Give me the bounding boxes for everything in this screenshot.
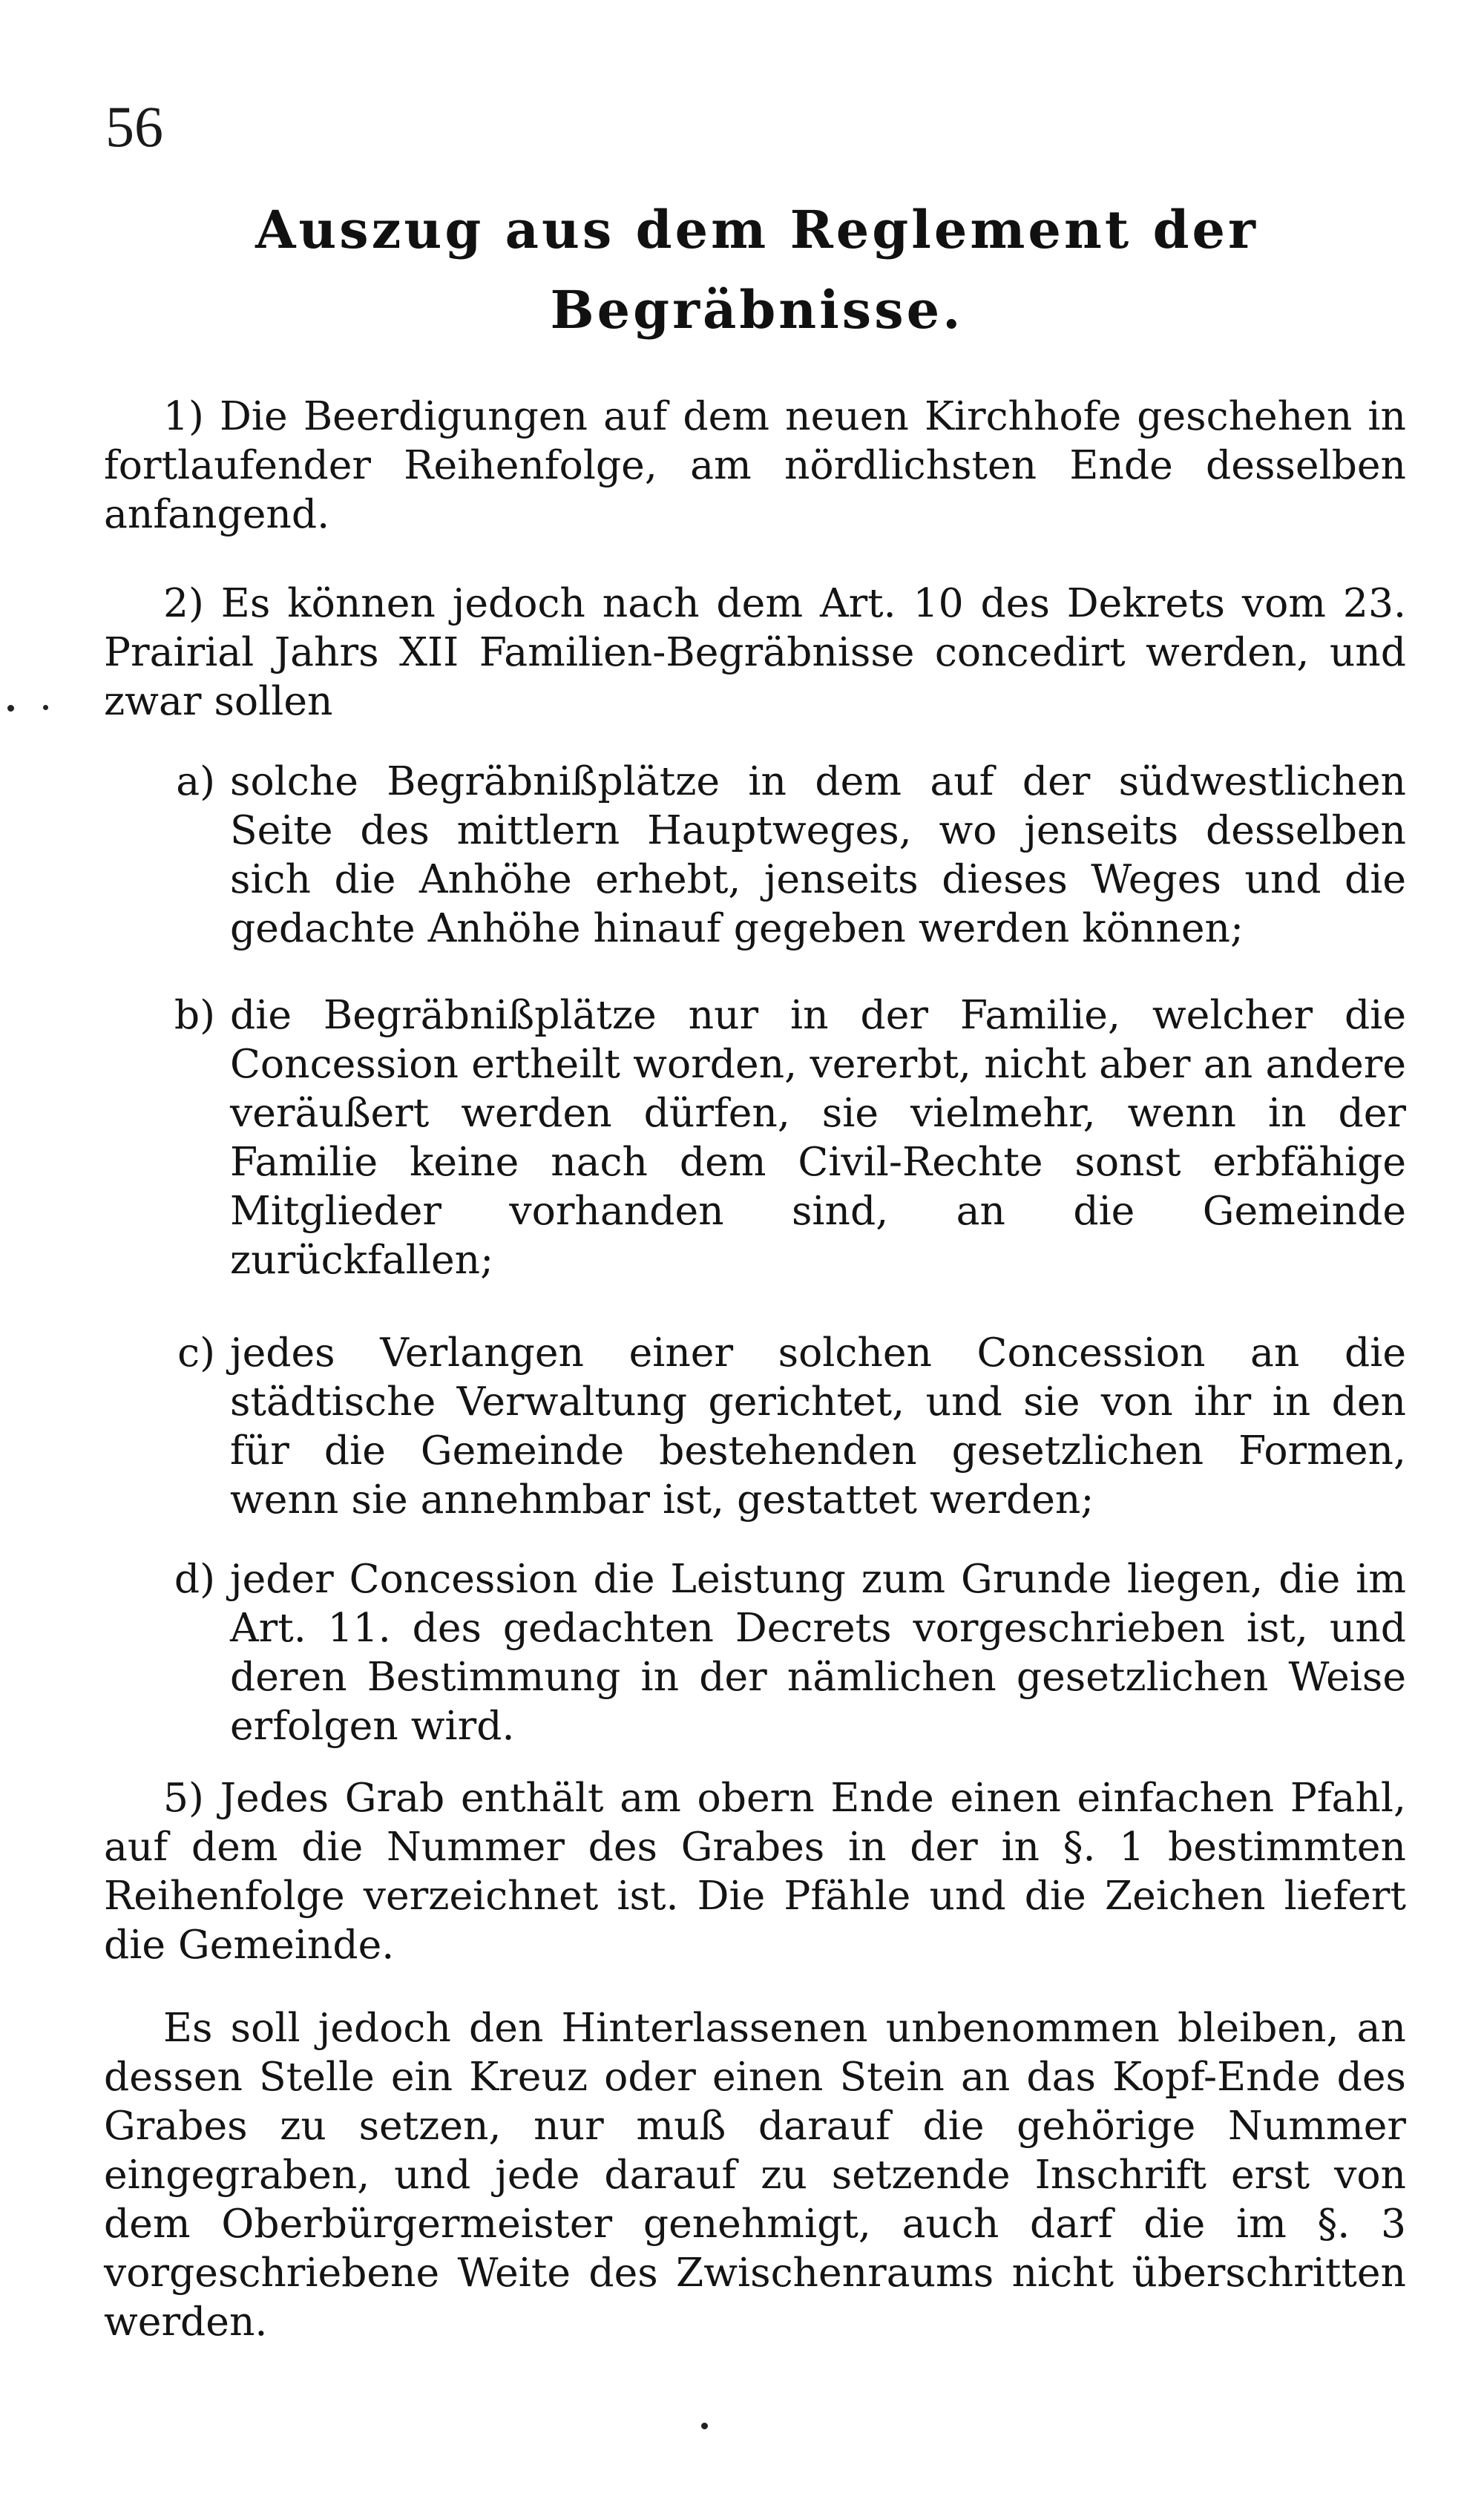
page-number: 56 — [105, 94, 163, 159]
scan-speck — [7, 705, 14, 712]
list-item-text: jeder Concession die Leistung zum Grunde liegen, die im Art. 11. des gedachten Decrets vorgeschrieben ist, und deren Bestimmung in der nämlichen gesetzlichen Weise erfolgen wird. — [230, 1555, 1406, 1749]
scan-speck — [701, 2423, 708, 2429]
paragraph-5 — [104, 1773, 1406, 1969]
list-item-text: solche Begräbnißplätze in dem auf der südwestlichen Seite des mittlern Hauptweges, wo jenseits desselben sich die Anhöhe erhebt, jenseits dieses Weges und die gedachte Anhöhe hinauf gegeben werden können; — [230, 758, 1406, 951]
list-item-letter: d) — [174, 1555, 215, 1602]
paragraph-2-text: 2) Es können jedoch nach dem Art. 10 des Dekrets vom 23. Prairial Jahrs XII Familien-Begräbnisse concedirt werden, und zwar sollen — [104, 580, 1406, 724]
list-item-text: die Begräbnißplätze nur in der Familie, welcher die Concession ertheilt worden, vererbt, nicht aber an andere veräußert werden dürfen, sie vielmehr, wenn in der Familie keine nach dem Civil-Rechte sonst erbfähige Mitglieder vorhanden sind, an die Gemeinde zurückfallen; — [230, 991, 1406, 1283]
paragraph-6-text: Es soll jedoch den Hinterlassenen unbenommen bleiben, an dessen Stelle ein Kreuz oder einen Stein an das Kopf-Ende des Grabes zu setzen, nur muß darauf die gehörige Nummer eingegraben, und jede darauf zu setzende Inschrift erst von dem Oberbürgermeister genehmigt, auch darf die im §. 3 vorgeschriebene Weite des Zwischenraums nicht überschritten werden. — [104, 2004, 1406, 2345]
list-item-letter: c) — [177, 1329, 215, 1376]
list-item-text: jedes Verlangen einer solchen Concession an die städtische Verwaltung gerichtet, und sie von ihr in den für die Gemeinde bestehenden gesetzlichen Formen, wenn sie annehmbar ist, gestattet werden; — [230, 1329, 1406, 1523]
list-item-letter: b) — [174, 991, 215, 1038]
heading-line-1: Auszug aus dem Reglement der — [255, 199, 1258, 260]
paragraph-2 — [104, 579, 1406, 726]
list-item-letter: a) — [176, 758, 215, 804]
paragraph-1 — [104, 392, 1406, 539]
heading-line-2: Begräbnisse. — [550, 279, 964, 341]
paragraph-1-text: 1) Die Beerdigungen auf dem neuen Kirchhofe geschehen in fortlaufender Reihenfolge, am nördlichsten Ende desselben anfangend. — [104, 393, 1406, 537]
paragraph-5-text: 5) Jedes Grab enthält am obern Ende einen einfachen Pfahl, auf dem die Nummer des Grabes in der in §. 1 bestimmten Reihenfolge verzeichnet ist. Die Pfähle und die Zeichen liefert die Gemeinde. — [104, 1774, 1406, 1968]
paragraph-6 — [104, 2003, 1406, 2346]
scan-speck — [43, 705, 48, 710]
